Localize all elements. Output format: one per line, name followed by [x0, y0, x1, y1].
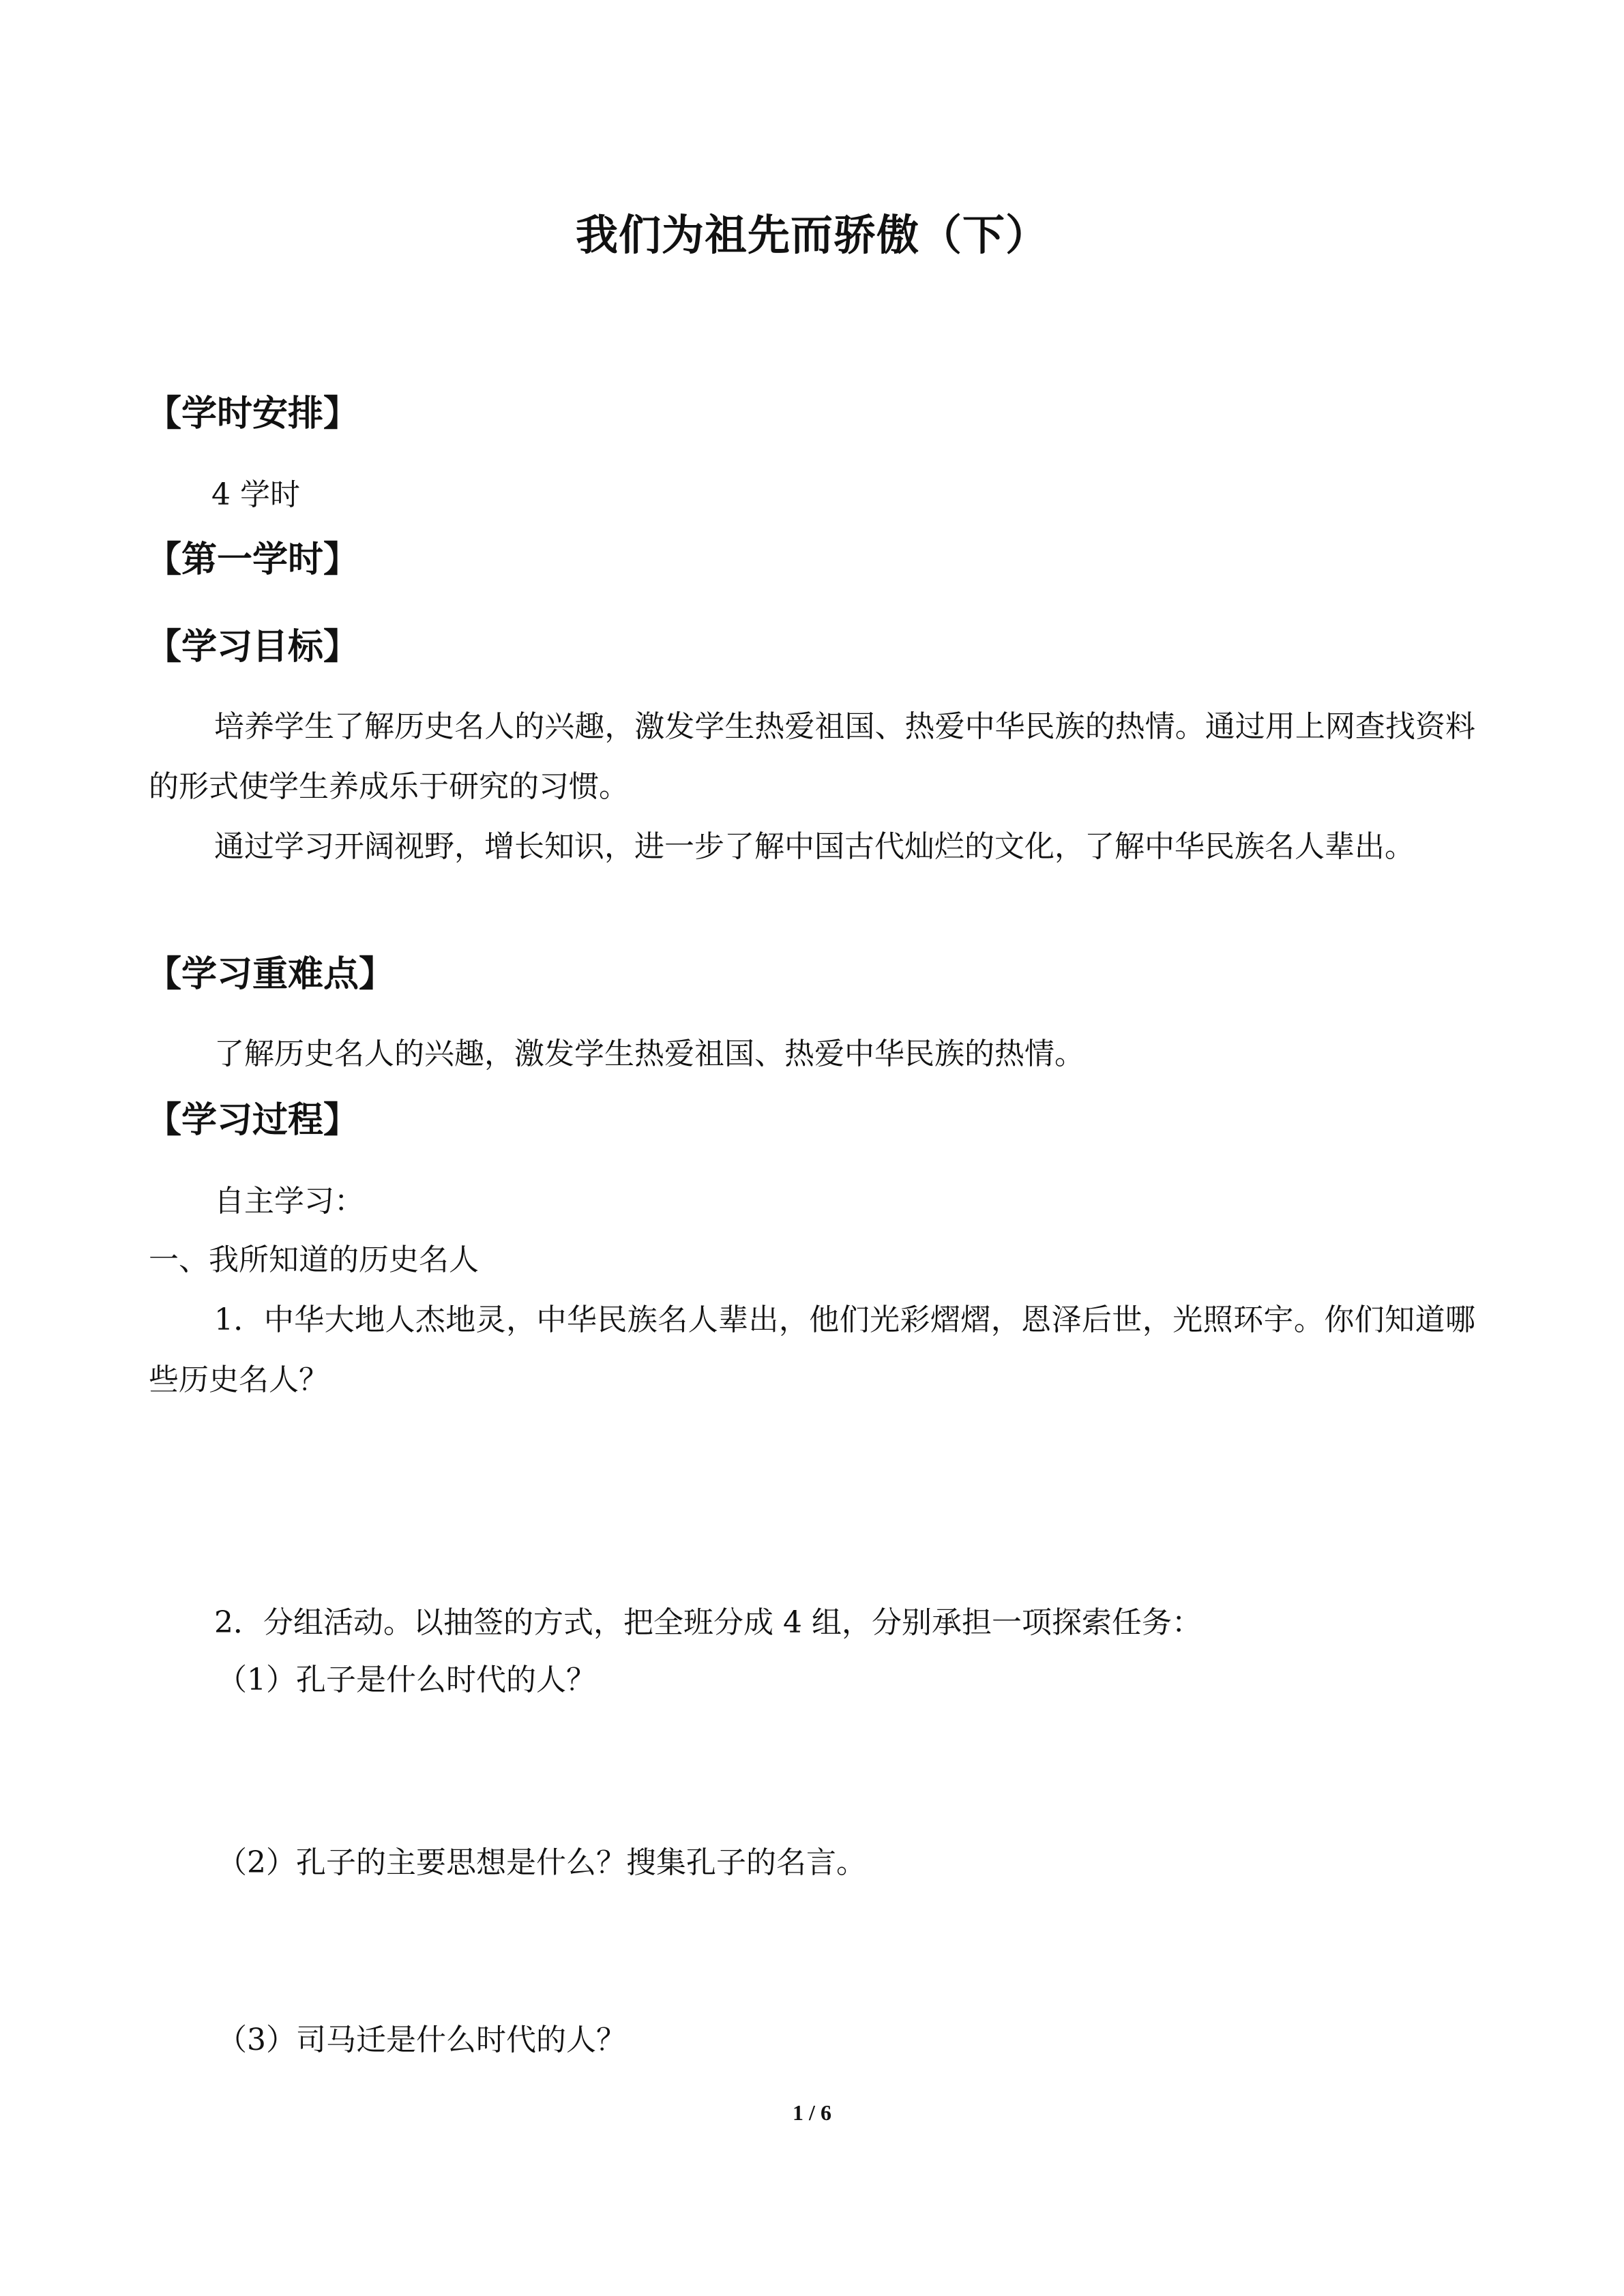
- goals-paragraph-1: 培养学生了解历史名人的兴趣，激发学生热爱祖国、热爱中华民族的热情。通过用上网查找资料的形式使学生养成乐于研究的习惯。: [149, 709, 1475, 804]
- key-points-text: 了解历史名人的兴趣，激发学生热爱祖国、热爱中华民族的热情。: [214, 1037, 1084, 1071]
- question-3: （3）司马迁是什么时代的人？: [217, 2023, 626, 2057]
- goals-paragraph-2: 通过学习开阔视野，增长知识，进一步了解中国古代灿烂的文化，了解中华民族名人辈出。: [214, 829, 1415, 864]
- heading-schedule: 【学时安排】: [146, 393, 359, 434]
- item-1-paragraph: 1．中华大地人杰地灵，中华民族名人辈出，他们光彩熠熠，恩泽后世，光照环宇。你们知道哪些历史名人？: [149, 1302, 1475, 1397]
- heading-key-points: 【学习重难点】: [146, 954, 395, 995]
- page-number: 1 / 6: [793, 2100, 831, 2125]
- item-2-text: 2．分组活动。以抽签的方式，把全班分成 4 组，分别承担一项探索任务：: [214, 1605, 1202, 1640]
- document-title: 我们为祖先而骄傲（下）: [575, 210, 1048, 260]
- heading-goals: 【学习目标】: [146, 627, 359, 668]
- question-2: （2）孔子的主要思想是什么？搜集孔子的名言。: [217, 1845, 866, 1880]
- question-1: （1）孔子是什么时代的人？: [217, 1663, 596, 1697]
- schedule-text: 4 学时: [211, 477, 300, 512]
- heading-process: 【学习过程】: [146, 1100, 359, 1141]
- part-one-heading: 一、我所知道的历史名人: [149, 1242, 479, 1277]
- heading-first-lesson: 【第一学时】: [146, 539, 359, 580]
- self-study-label: 自主学习：: [214, 1184, 364, 1219]
